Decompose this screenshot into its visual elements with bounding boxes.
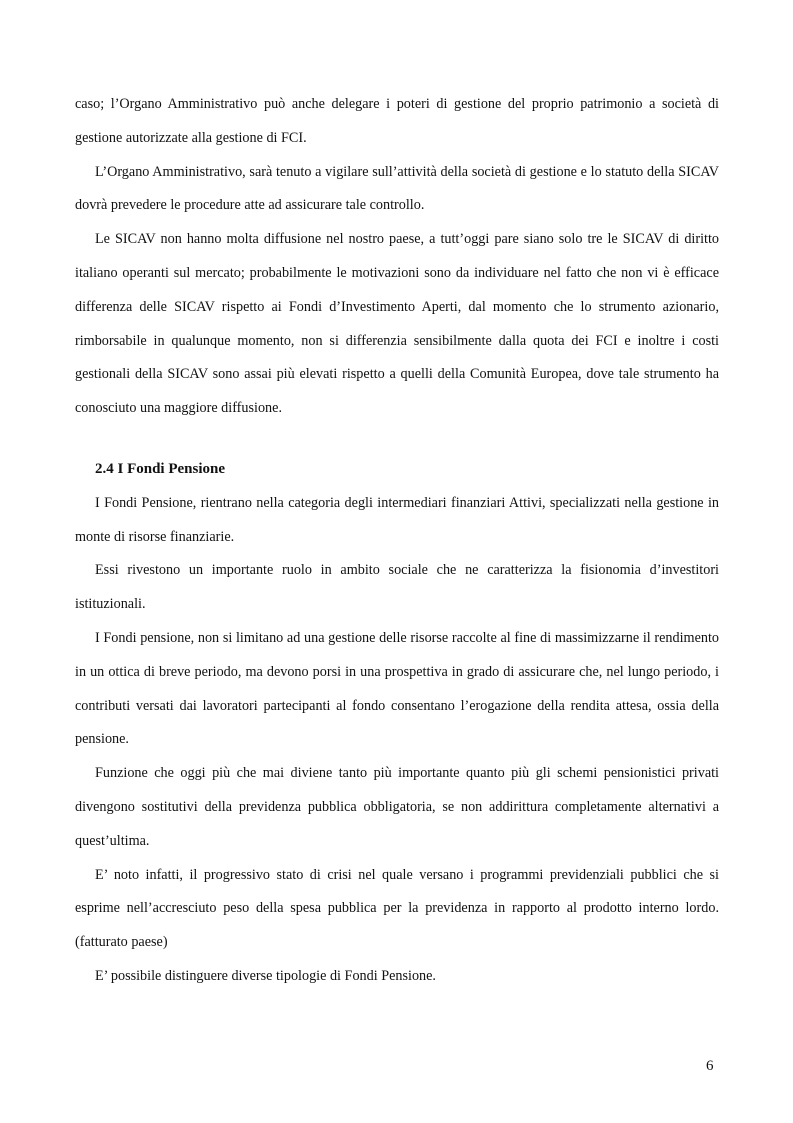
section-heading: 2.4 I Fondi Pensione [95, 460, 226, 477]
paragraph-fondi-pensione-intro: I Fondi Pensione, rientrano nella categoria degli intermediari finanziari Attivi, specializzati nella gestione in monte di risorse finanziarie. [75, 494, 719, 545]
page-number: 6 [706, 1058, 714, 1074]
paragraph-tipologie: E’ possibile distinguere diverse tipologie di Fondi Pensione. [95, 967, 436, 984]
paragraph-funzione: Funzione che oggi più che mai diviene tanto più importante quanto più gli schemi pensionistici privati divengono sostitutivi della previdenza pubblica obbligatoria, se non addirittura completamente alternativi a quest’ultima. [75, 765, 719, 849]
body-text [75, 88, 719, 994]
paragraph-continuation: caso; l’Organo Amministrativo può anche delegare i poteri di gestione del proprio patrimonio a società di gestione autorizzate alla gestione di FCI. [75, 96, 719, 146]
paragraph-ruolo-sociale: Essi rivestono un importante ruolo in ambito sociale che ne caratterizza la fisionomia d’investitori istituzionali. [75, 562, 719, 613]
paragraph-organo-amministrativo: L’Organo Amministrativo, sarà tenuto a vigilare sull’attività della società di gestione e lo statuto della SICAV dovrà prevedere le procedure atte ad assicurare tale controllo. [75, 163, 719, 214]
paragraph-crisi-previdenza: E’ noto infatti, il progressivo stato di crisi nel quale versano i programmi previdenziali pubblici che si esprime nell’accresciuto peso della spesa pubblica per la previdenza in rapporto al prodotto interno lordo.(fatturato paese) [75, 866, 719, 951]
paragraph-sicav-diffusione: Le SICAV non hanno molta diffusione nel nostro paese, a tutt’oggi pare siano solo tre le SICAV di diritto italiano operanti sul mercato; probabilmente le motivazioni sono da individuare nel fatto che non vi è efficace differenza delle SICAV rispetto ai Fondi d’Investimento Aperti, dal momento che lo strumento azionario, rimborsabile in qualunque momento, non si differenzia sensibilmente dalla quota dei FCI e inoltre i costi gestionali della SICAV sono assai più elevati rispetto a quelli della Comunità Europea, dove tale strumento ha conosciuto una maggiore diffusione. [75, 231, 719, 417]
paragraph-gestione-risorse: I Fondi pensione, non si limitano ad una gestione delle risorse raccolte al fine di massimizzarne il rendimento in un ottica di breve periodo, ma devono porsi in una prospettiva in grado di assicurare che, nel lungo periodo, i contributi versati dai lavoratori partecipanti al fondo consentano l’erogazione della rendita attesa, ossia della pensione. [75, 629, 719, 748]
